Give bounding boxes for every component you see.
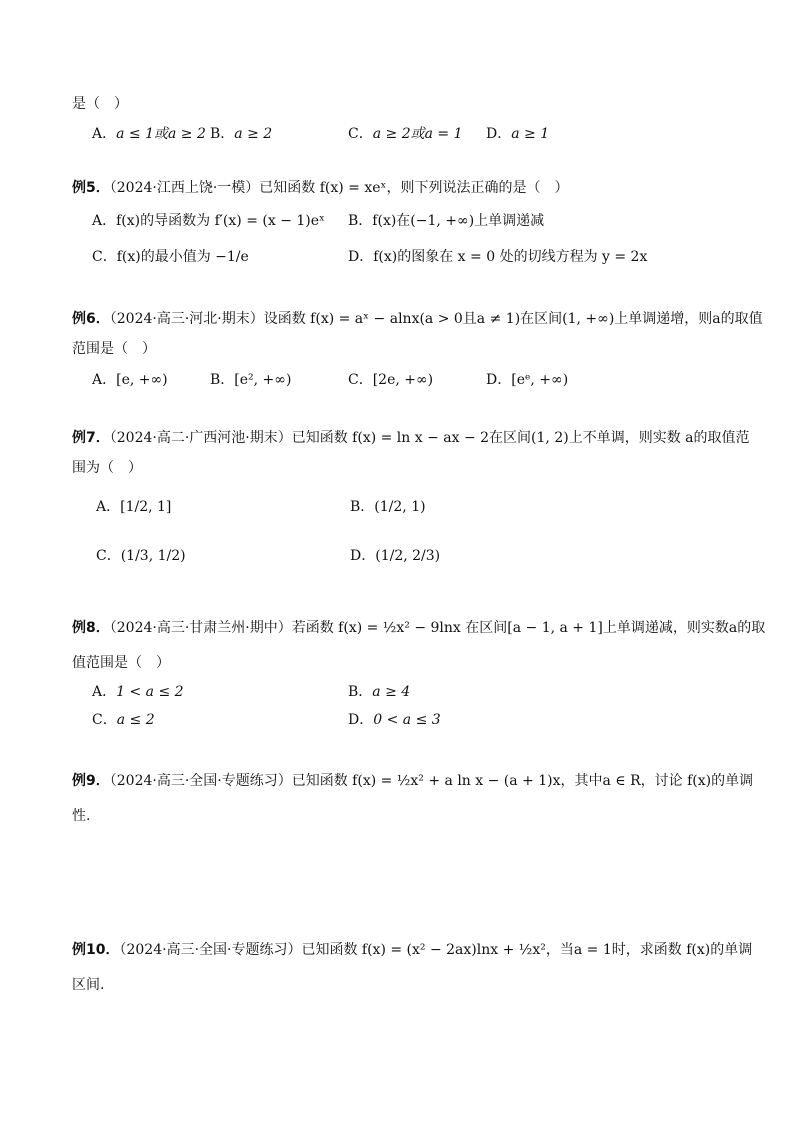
question-7-cont: 围为（ ） [72,460,142,476]
q8-option-d: D．0 < a ≤ 3 [348,712,441,728]
q7-option-a: A．[1/2, 1] [96,499,172,515]
q7-option-b: B．(1/2, 1) [350,499,426,515]
q5-option-a: A．f(x)的导函数为 f′(x) = (x − 1)eˣ [92,213,325,229]
q8-option-b: B．a ≥ 4 [348,684,411,700]
q8-option-a: A．1 < a ≤ 2 [92,684,184,700]
q6-option-c: C．[2e, +∞) [348,372,434,388]
q5-option-c: C．f(x)的最小值为 −1/e [92,249,249,265]
q7-option-c: C．(1/3, 1/2) [96,548,186,564]
option-b: B．a ≥ 2 [210,126,273,142]
question-6-cont: 范围是（ ） [72,341,156,357]
option-a: A．a ≤ 1或a ≥ 2 [92,126,206,142]
q6-option-b: B．[e², +∞) [210,372,292,388]
q8-option-c: C．a ≤ 2 [92,712,155,728]
question-9-cont: 性. [72,808,91,824]
q7-option-d: D．(1/2, 2/3) [350,548,441,564]
question-8-cont: 值范围是（ ） [72,655,170,671]
question-10: 例10．（2024·高三·全国·专题练习）已知函数 f(x) = (x² − 2ax)lnx + ½x²，当a = 1时，求函数 f(x)的单调 [72,942,753,958]
question-9: 例9．（2024·高三·全国·专题练习）已知函数 f(x) = ½x² + a ln x − (a + 1)x，其中a ∈ R，讨论 f(x)的单调 [72,773,754,789]
option-d: D．a ≥ 1 [486,126,550,142]
question-7: 例7．（2024·高二·广西河池·期末）已知函数 f(x) = ln x − ax − 2在区间(1, 2)上不单调，则实数 a的取值范 [72,430,750,446]
q5-option-d: D．f(x)的图象在 x = 0 处的切线方程为 y = 2x [348,249,648,265]
question-6: 例6．（2024·高三·河北·期末）设函数 f(x) = aˣ − alnx(a > 0且a ≠ 1)在区间(1, +∞)上单调递增，则a的取值 [72,311,763,327]
q6-option-d: D．[eᵉ, +∞) [486,372,569,388]
q5-option-b: B．f(x)在(−1, +∞)上单调递减 [348,213,545,229]
question-10-cont: 区间. [72,977,105,993]
option-c: C．a ≥ 2或a = 1 [348,126,463,142]
question-8: 例8．（2024·高三·甘肃兰州·期中）若函数 f(x) = ½x² − 9lnx 在区间[a − 1, a + 1]上单调递减，则实数a的取 [72,620,766,636]
question-5: 例5．（2024·江西上饶·一模）已知函数 f(x) = xeˣ，则下列说法正确的是（ ） [72,180,569,196]
question-tail: 是（ ） [72,96,128,112]
q6-option-a: A．[e, +∞) [92,372,168,388]
